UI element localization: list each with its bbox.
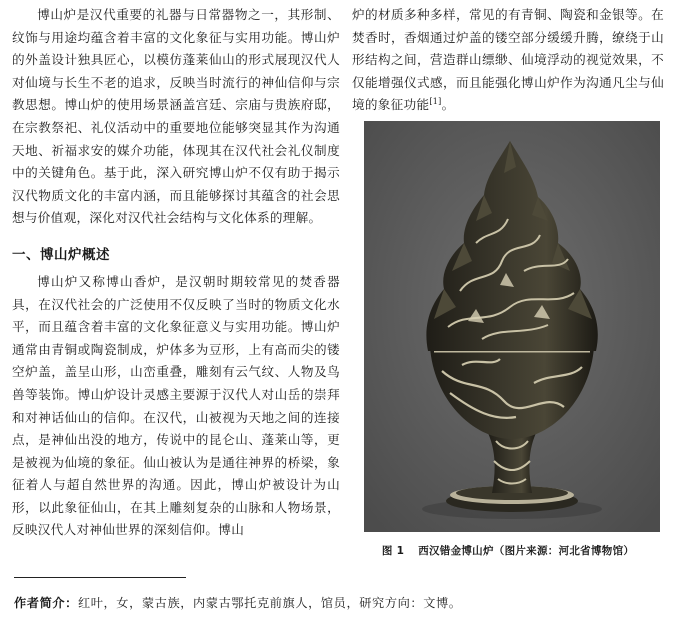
right-column	[352, 4, 664, 117]
censer-illustration	[364, 121, 660, 532]
author-bio	[14, 594, 664, 611]
figure-caption	[352, 543, 664, 558]
author-bio-text: 红叶，女，蒙古族，内蒙古鄂托克前旗人，馆员，研究方向：文博。	[77, 596, 462, 610]
footnote-divider	[14, 577, 186, 578]
overview-paragraph: 博山炉又称博山香炉，是汉朝时期较常见的焚香器具，在汉代社会的广泛使用不仅反映了当时的物质文化水平，而且蕴含着丰富的文化象征意义与实用功能。博山炉通常由青铜或陶瓷制成，炉体多为豆形，上有高而尖的镂空炉盖，盖呈山形，山峦重叠，雕刻有云气纹、人物及鸟兽等装饰。博山炉设计灵感主要源于汉代人对山岳的崇拜和对神话仙山的信仰。在汉代，山被视为天地之间的连接点，是神仙出没的地方，传说中的昆仑山、蓬莱山等，更是被视为仙境的象征。仙山被认为是通往神界的桥梁，象征着人与超自然世界的沟通。因此，博山炉被设计为山形，以此象征仙山，在其上雕刻复杂的山脉和人物场景，反映汉代人对神仙世界的深刻信仰。博山	[12, 273, 340, 538]
section-heading: 一、博山炉概述	[12, 246, 110, 263]
figure-label: 图 1	[381, 545, 405, 557]
author-bio-label: 作者简介：	[14, 596, 78, 610]
figure-caption-text: 西汉错金博山炉（图片来源：河北省博物馆）	[418, 545, 635, 557]
intro-paragraph: 博山炉是汉代重要的礼器与日常器物之一，其形制、纹饰与用途均蕴含着丰富的文化象征与实用功能。博山炉的外盖设计独具匠心，以模仿蓬莱仙山的形式展现汉代人对仙境与长生不老的追求，反映当时流行的神仙信仰与宗教思想。博山炉的使用场景涵盖宫廷、宗庙与贵族府邸，在宗教祭祀、礼仪活动中的重要地位能够突显其作为沟通天地、祈福求安的媒介功能，体现其在汉代社会礼仪制度中的关键角色。基于此，深入研究博山炉不仅有助于揭示汉代物质文化的丰富内涵，而且能够探讨其蕴含的社会思想与价值观，深化对汉代社会结构与文化体系的理解。	[12, 7, 340, 226]
paragraph-end-punct: 。	[441, 97, 455, 113]
continued-paragraph	[352, 4, 664, 117]
left-column	[12, 4, 340, 542]
figure-boshan-censer-photo	[364, 121, 660, 532]
continued-paragraph-text: 炉的材质多种多样，常见的有青铜、陶瓷和金银等。在焚香时，香烟通过炉盖的镂空部分缓缓升腾，缭绕于山形结构之间，营造群山缥缈、仙境浮动的视觉效果，不仅能增强仪式感，而且能强化博山炉作为沟通凡尘与仙境的象征功能	[352, 7, 664, 113]
reference-mark[interactable]: [1]	[429, 97, 442, 107]
